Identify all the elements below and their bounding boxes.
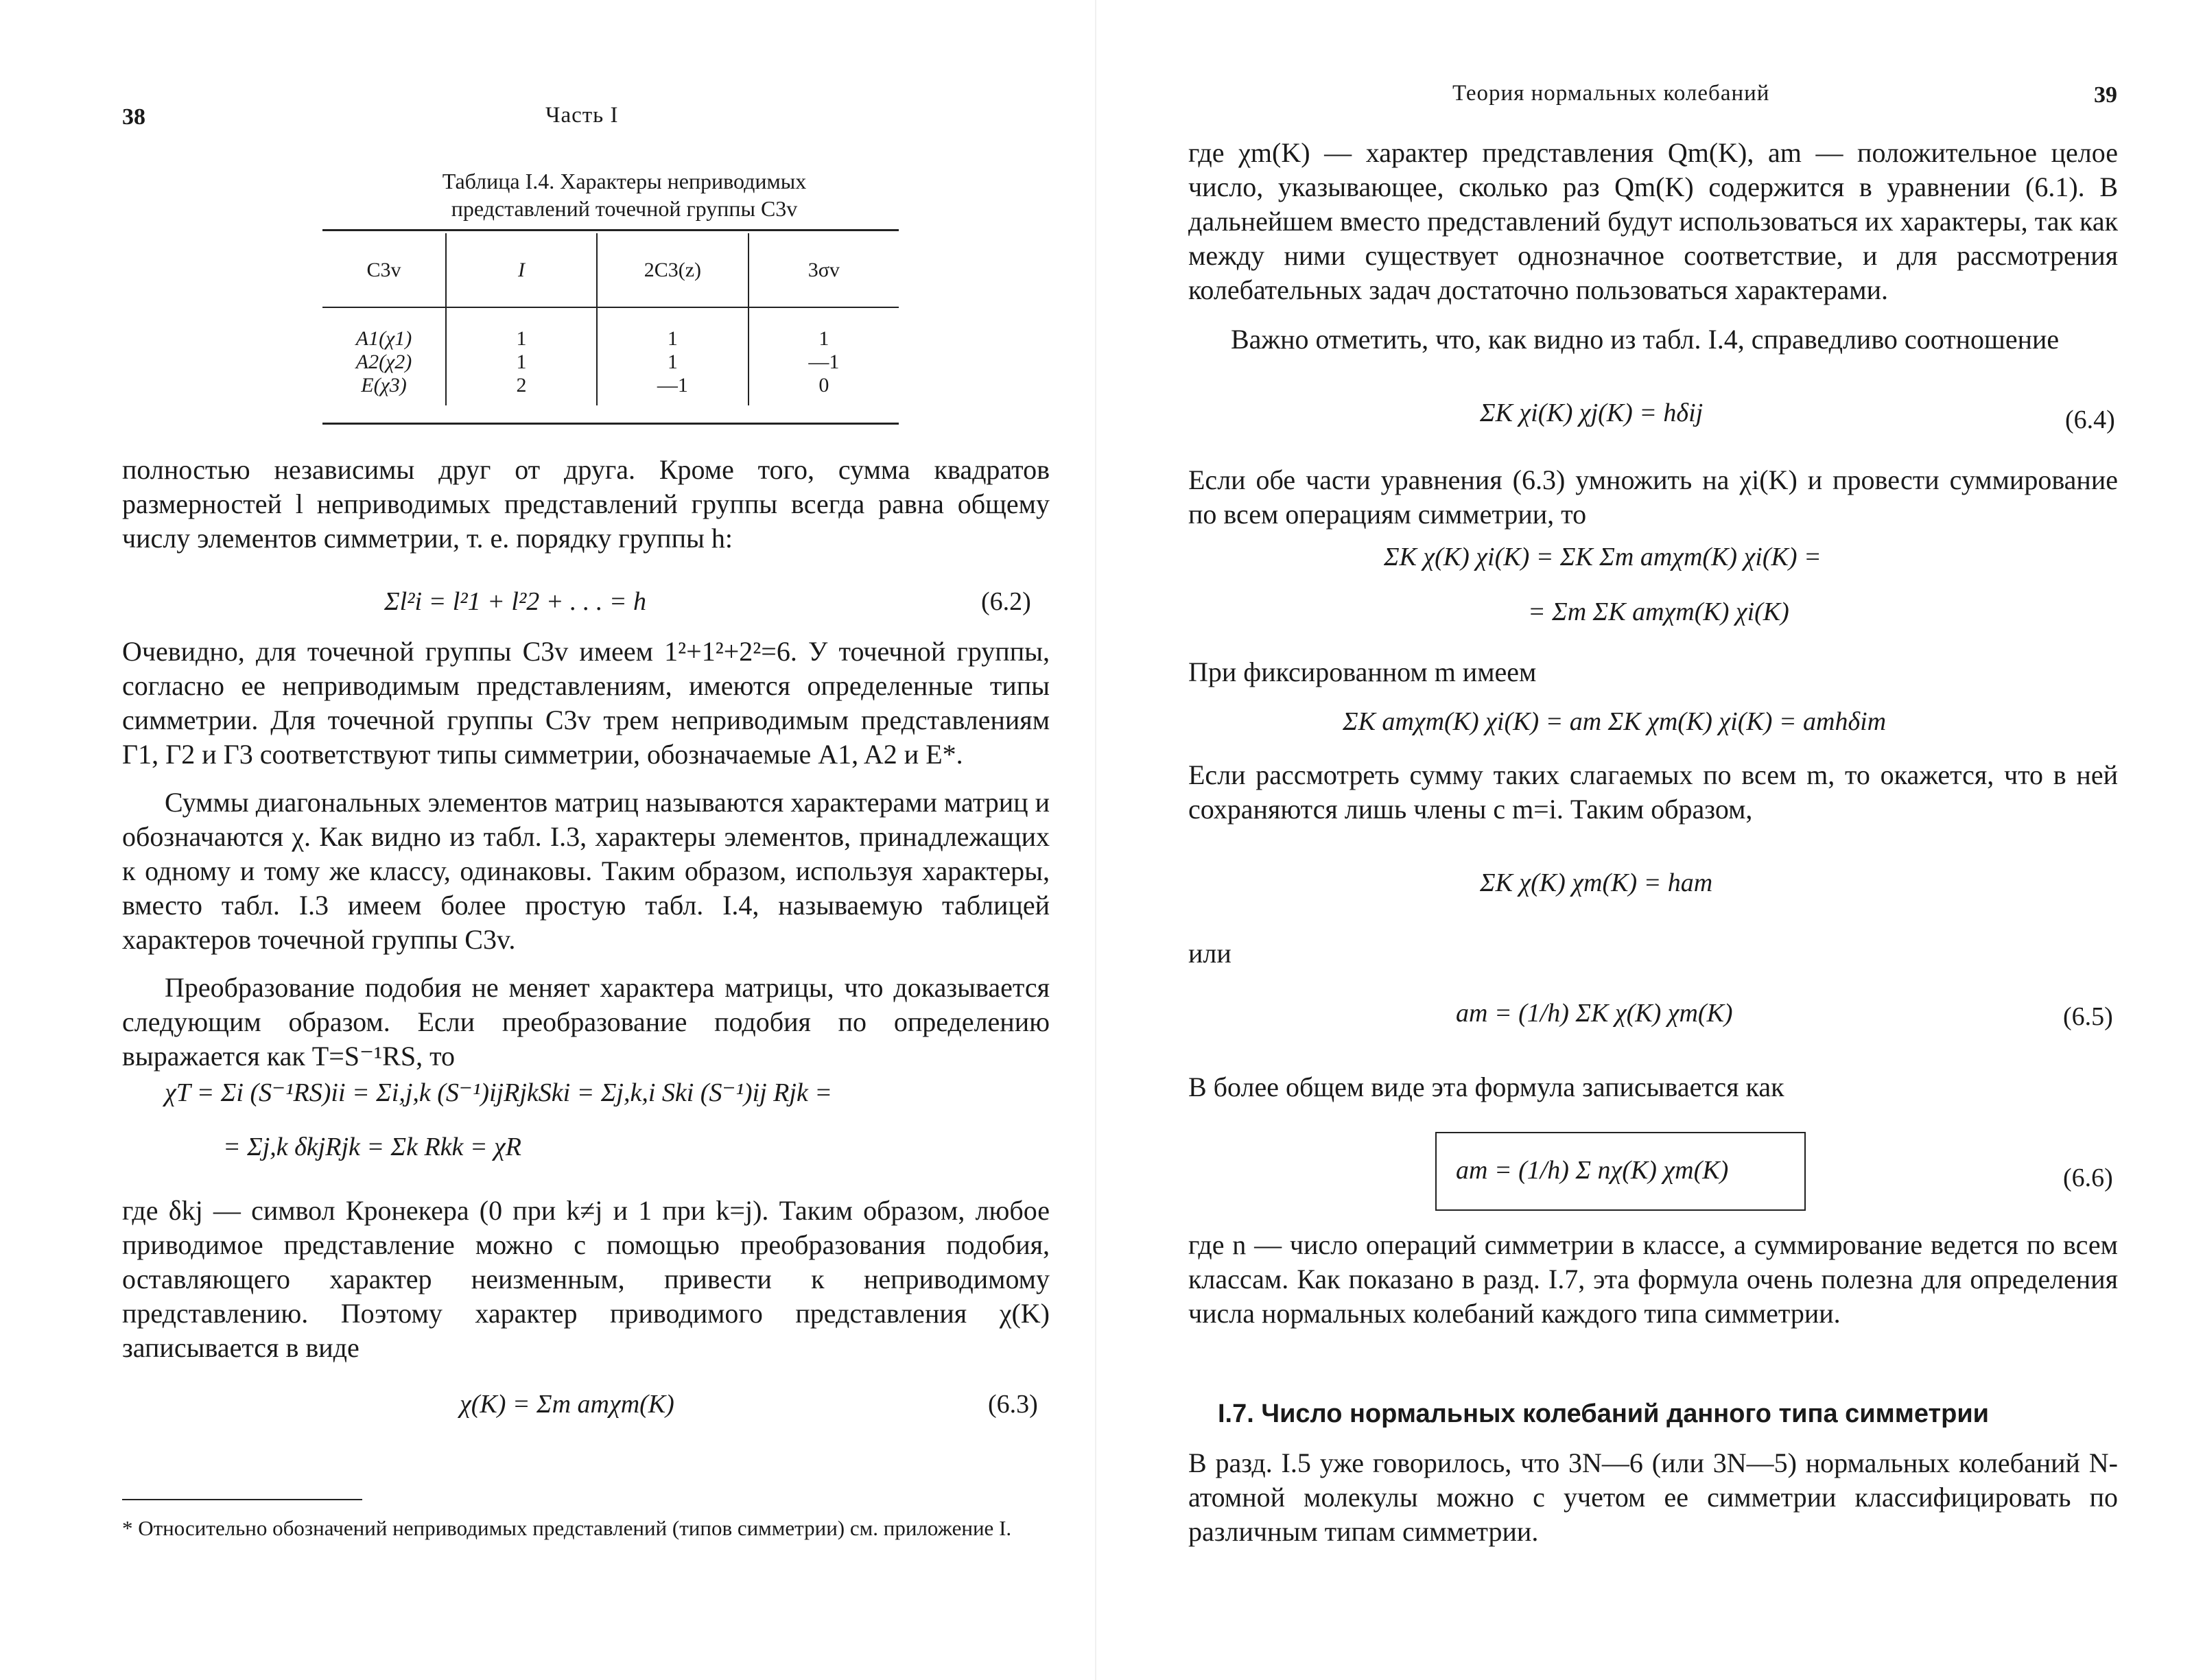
3sigma-cells — [749, 307, 899, 405]
equation-6-2-number: (6.2) — [981, 587, 1031, 616]
equation-6-5: am = (1/h) ΣK χ(K) χm(K) — [1456, 999, 1733, 1028]
left-paragraph-1: полностью независимы друг от друга. Кроме того, сумма квадратов размерностей l неприводимых представлений группы всегда равна общему числу элементов симметрии, т. е. порядку группы h: — [122, 454, 1050, 554]
table-cell: 0 — [818, 374, 829, 397]
word-or: или — [1188, 938, 1231, 969]
right-paragraph-1: где χm(K) — характер представления Qm(K), am — положительное целое число, указывающее, сколько раз Qm(K) содержится в уравнении (6.1). В дальнейшем вместо представлений будут использоваться их характеры, так как между ними существует однозначное соответствие, и для рассмотрения колебательных задач достаточно пользоваться характерами. — [1188, 137, 2118, 305]
row-labels-cell — [322, 307, 446, 405]
equation-sum-line2: = Σm ΣK amχm(K) χi(K) — [1528, 598, 1789, 626]
table-cell: —1 — [808, 351, 840, 373]
page-number-left: 38 — [122, 104, 145, 130]
equation-ham: ΣK χ(K) χm(K) = ham — [1480, 868, 1713, 897]
table-top-rule — [322, 229, 899, 231]
row-label: A2(χ2) — [355, 351, 412, 373]
table-body-row — [322, 307, 899, 405]
character-table — [322, 233, 899, 405]
equation-6-3-number: (6.3) — [988, 1390, 1038, 1419]
right-paragraph-7: где n — число операций симметрии в классе, а суммирование ведется по всем классам. Как показано в разд. I.7, эта формула очень полезна для определения числа нормальных колебаний каждого типа симметрии. — [1188, 1229, 2118, 1329]
table-header-row — [322, 233, 899, 307]
identity-cells — [446, 307, 597, 405]
equation-6-6: am = (1/h) Σ nχ(K) χm(K) — [1456, 1156, 1729, 1185]
header-c3v: C3v — [322, 233, 446, 307]
equation-6-3: χ(K) = Σm amχm(K) — [460, 1390, 674, 1419]
right-paragraph-6: В более общем виде эта формула записывается как — [1188, 1072, 1784, 1102]
table-cell: 1 — [667, 351, 678, 373]
left-paragraph-2: Очевидно, для точечной группы C3v имеем 1²+1²+2²=6. У точечной группы, согласно ее неприводимым представлениям, имеются определенные типы симметрии. Для точечной группы C3v трем неприводимым представлениям Γ1, Γ2 и Γ3 соответствуют типы симметрии, обозначаемые A1, A2 и E*. — [122, 636, 1050, 770]
right-paragraph-2: Важно отметить, что, как видно из табл. I.4, справедливо соотношение — [1231, 324, 2060, 355]
table-cell: 1 — [516, 327, 527, 350]
footnote: * Относительно обозначений неприводимых представлений (типов симметрии) см. приложение I. — [122, 1516, 1012, 1540]
row-label: E(χ3) — [361, 374, 407, 397]
equation-chi-line2: = Σj,k δkjRjk = Σk Rkk = χR — [223, 1133, 521, 1161]
footnote-rule — [122, 1499, 362, 1500]
running-head-right: Теория нормальных колебаний — [1452, 81, 1770, 106]
row-label: A1(χ1) — [355, 327, 412, 350]
equation-6-2: Σl²i = l²1 + l²2 + . . . = h — [384, 587, 647, 616]
table-caption-line2: представлений точечной группы C3v — [451, 196, 798, 221]
right-paragraph-5: Если рассмотреть сумму таких слагаемых по всем m, то окажется, что в ней сохраняются лишь члены с m=i. Таким образом, — [1188, 759, 2118, 825]
header-identity: I — [446, 233, 597, 307]
table-cell: —1 — [657, 374, 688, 397]
right-paragraph-8: В разд. I.5 уже говорилось, что 3N—6 (или 3N—5) нормальных колебаний N-атомной молекулы можно с учетом ее симметрии классифицировать по различным типам симметрии. — [1188, 1447, 2118, 1547]
section-heading: I.7. Число нормальных колебаний данного типа симметрии — [1218, 1399, 1990, 1428]
left-paragraph-5: где δkj — символ Кронекера (0 при k≠j и 1 при k=j). Таким образом, любое приводимое представление можно с помощью преобразования подобия, оставляющего характер неизменным, привести к неприводимому представлению. Поэтому характер приводимого представления χ(K) записывается в виде — [122, 1195, 1050, 1363]
table-cell: 1 — [818, 327, 829, 350]
right-paragraph-3: Если обе части уравнения (6.3) умножить на χi(K) и провести суммирование по всем операциям симметрии, то — [1188, 464, 2118, 530]
equation-sum-line1: ΣK χ(K) χi(K) = ΣK Σm amχm(K) χi(K) = — [1384, 543, 1822, 571]
table-caption — [322, 167, 926, 222]
table-cell: 1 — [667, 327, 678, 350]
2c3-cells — [597, 307, 749, 405]
equation-chi-line1: χT = Σi (S⁻¹RS)ii = Σi,j,k (S⁻¹)ijRjkSki = Σj,k,i Ski (S⁻¹)ij Rjk = — [165, 1078, 832, 1107]
left-paragraph-3: Суммы диагональных элементов матриц называются характерами матриц и обозначаются χ. Как видно из табл. I.3, характеры элементов, принадлежащих к одному и тому же классу, одинаковы. Таким образом, используя характеры, вместо табл. I.3 имеем более простую табл. I.4, называемую таблицей характеров точечной группы C3v. — [122, 787, 1050, 955]
equation-6-4-number: (6.4) — [2065, 405, 2115, 434]
running-head-left: Часть I — [545, 103, 619, 128]
equation-6-4: ΣK χi(K) χj(K) = hδij — [1480, 399, 1704, 427]
left-paragraph-4: Преобразование подобия не меняет характера матрицы, что доказывается следующим образом. Если преобразование подобия по определению выражается как T=S⁻¹RS, то — [122, 972, 1050, 1072]
equation-fixed-m: ΣK amχm(K) χi(K) = am ΣK χm(K) χi(K) = amhδim — [1343, 707, 1887, 736]
equation-6-6-box — [1435, 1132, 1806, 1211]
table-cell: 1 — [516, 351, 527, 373]
table-caption-line1: Таблица I.4. Характеры неприводимых — [442, 169, 807, 193]
header-2c3: 2C3(z) — [597, 233, 749, 307]
right-page — [1096, 0, 2192, 1680]
header-3sigma: 3σv — [808, 258, 840, 281]
equation-6-6-number: (6.6) — [2063, 1163, 2113, 1192]
page-number-right: 39 — [2094, 82, 2117, 108]
equation-6-5-number: (6.5) — [2063, 1002, 2113, 1031]
table-cell: 2 — [516, 374, 527, 397]
right-paragraph-4: При фиксированном m имеем — [1188, 656, 1537, 687]
table-bottom-rule — [322, 423, 899, 425]
